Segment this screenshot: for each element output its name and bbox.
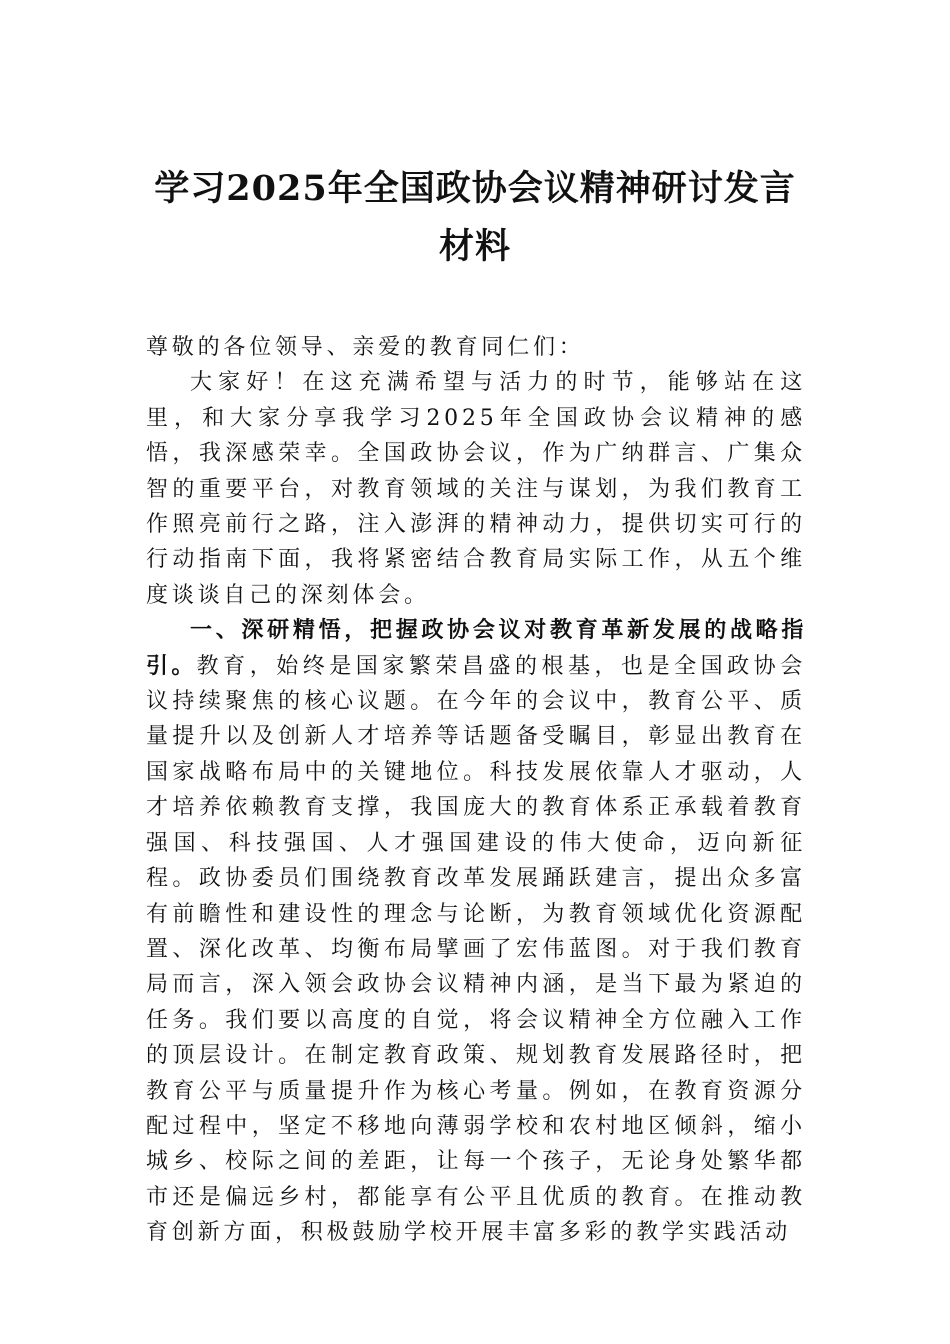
document-body: [146, 330, 806, 1251]
section-1-body: 教育，始终是国家繁荣昌盛的根基，也是全国政协会议持续聚焦的核心议题。在今年的会议中，教育公平、质量提升以及创新人才培养等话题备受瞩目，彰显出教育在国家战略布局中的关键地位。科技发展依靠人才驱动，人才培养依赖教育支撑，我国庞大的教育体系正承载着教育强国、科技强国、人才强国建设的伟大使命，迈向新征程。政协委员们围绕教育改革发展踊跃建言，提出众多富有前瞻性和建设性的理念与论断，为教育领域优化资源配置、深化改革、均衡布局擘画了宏伟蓝图。对于我们教育局而言，深入领会政协会议精神内涵，是当下最为紧迫的任务。我们要以高度的自觉，将会议精神全方位融入工作的顶层设计。在制定教育政策、规划教育发展路径时，把教育公平与质量提升作为核心考量。例如，在教育资源分配过程中，坚定不移地向薄弱学校和农村地区倾斜，缩小城乡、校际之间的差距，让每一个孩子，无论身处繁华都市还是偏远乡村，都能享有公平且优质的教育。在推动教育创新方面，积极鼓励学校开展丰富多彩的教学实践活动: [146, 653, 806, 1246]
section-1-heading: 一、深研精悟，把握政协会议对教育革新发展的战略指引。: [146, 618, 806, 679]
intro-paragraph: 大家好！在这充满希望与活力的时节，能够站在这里，和大家分享我学习2025年全国政协会议精神的感悟，我深感荣幸。全国政协会议，作为广纳群言、广集众智的重要平台，对教育领域的关注与谋划，为我们教育工作照亮前行之路，注入澎湃的精神动力，提供切实可行的行动指南下面，我将紧密结合教育局实际工作，从五个维度谈谈自己的深刻体会。: [146, 370, 806, 608]
section-1-paragraph: [146, 613, 806, 1250]
document-title: 学习2025年全国政协会议精神研讨发言材料: [154, 168, 796, 267]
salutation: 尊敬的各位领导、亲爱的教育同仁们：: [146, 335, 585, 360]
